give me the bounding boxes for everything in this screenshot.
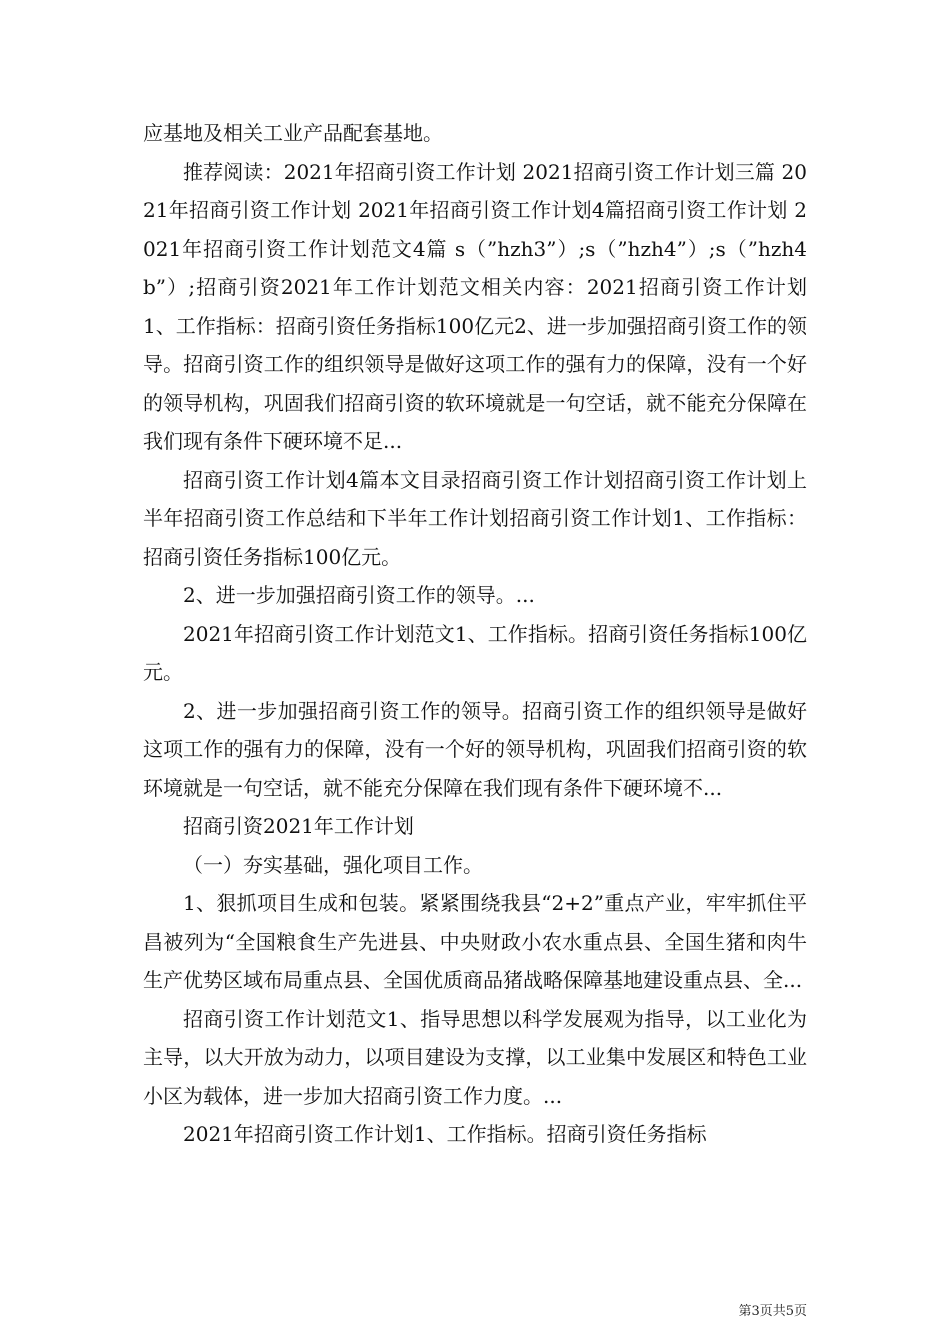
paragraph: 2、进一步加强招商引资工作的领导。招商引资工作的组织领导是做好这项工作的强有力的保障，没有一个好的领导机构，巩固我们招商引资的软环境就是一句空话，就不能充分保障在我们现有条件下硬环境不...: [143, 698, 807, 800]
document-body: [143, 114, 807, 1154]
paragraph: 推荐阅读：2021年招商引资工作计划 2021招商引资工作计划三篇 2021年招商引资工作计划 2021年招商引资工作计划4篇招商引资工作计划 2021年招商引资工作计划范文4篇 s（”hzh3”）;s（”hzh4”）;s（”hzh4b”）;招商引资2021年工作计划范文相关内容：2021招商引资工作计划1、工作指标：招商引资任务指标100亿元2、进一步加强招商引资工作的领导。招商引资工作的组织领导是做好这项工作的强有力的保障，没有一个好的领导机构，巩固我们招商引资的软环境就是一句空话，就不能充分保障在我们现有条件下硬环境不足...: [143, 159, 807, 453]
paragraph: 招商引资2021年工作计划: [183, 814, 414, 838]
paragraph: 招商引资工作计划范文1、指导思想以科学发展观为指导，以工业化为主导，以大开放为动力，以项目建设为支撑，以工业集中发展区和特色工业小区为载体，进一步加大招商引资工作力度。...: [143, 1006, 807, 1108]
paragraph: 招商引资工作计划4篇本文目录招商引资工作计划招商引资工作计划上半年招商引资工作总结和下半年工作计划招商引资工作计划1、工作指标：招商引资任务指标100亿元。: [143, 467, 807, 569]
page-footer: 第3页共5页: [738, 1304, 807, 1319]
paragraph: （一）夯实基础，强化项目工作。: [183, 852, 483, 877]
paragraph: 2、进一步加强招商引资工作的领导。...: [183, 583, 535, 607]
paragraph: 2021年招商引资工作计划范文1、工作指标。招商引资任务指标100亿元。: [143, 621, 807, 684]
paragraph: 应基地及相关工业产品配套基地。: [143, 121, 443, 145]
paragraph: 2021年招商引资工作计划1、工作指标。招商引资任务指标: [183, 1122, 707, 1146]
paragraph: 1、狠抓项目生成和包装。紧紧围绕我县“2+2”重点产业，牢牢抓住平昌被列为“全国粮食生产先进县、中央财政小农水重点县、全国生猪和肉牛生产优势区域布局重点县、全国优质商品猪战略保障基地建设重点县、全...: [143, 891, 807, 992]
